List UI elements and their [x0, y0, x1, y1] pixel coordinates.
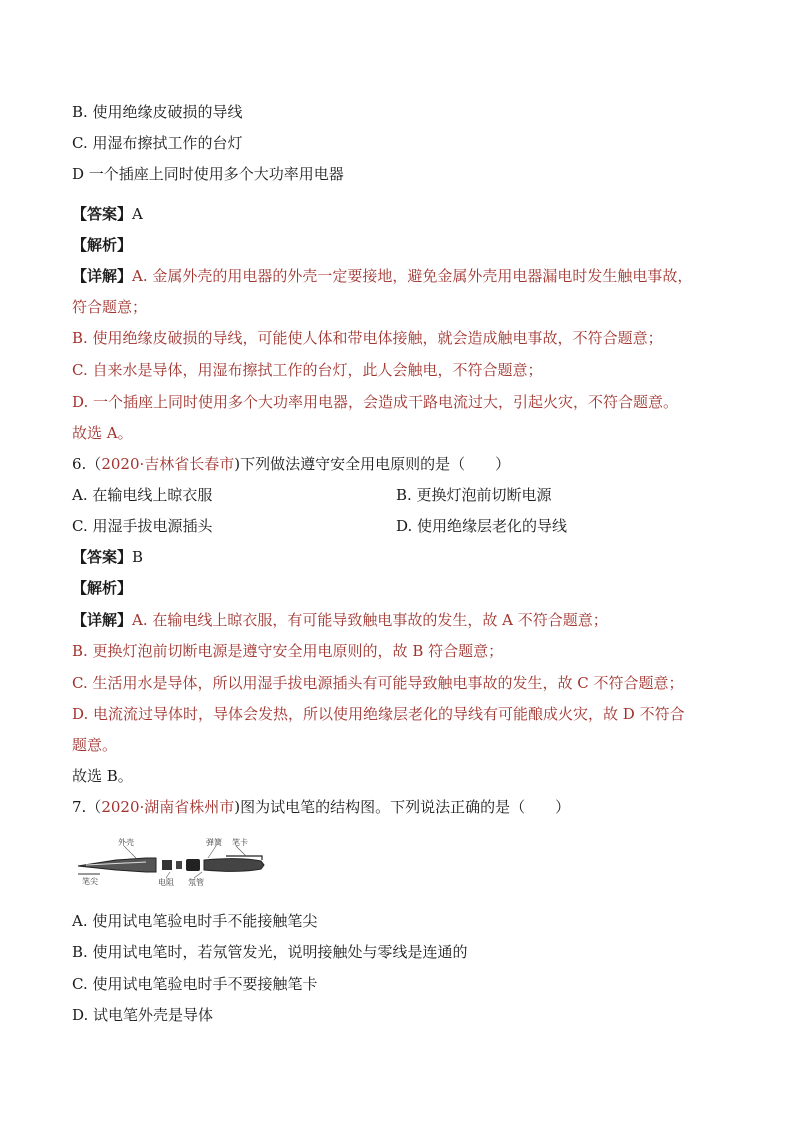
- q6-source: 2020·吉林省长春市: [101, 455, 235, 473]
- q6-option-c: C. 用湿手拔电源插头: [72, 517, 213, 535]
- q5-analysis-heading: 【解析】: [72, 236, 133, 254]
- answer-value: B: [132, 548, 144, 566]
- answer-tag: 【答案】: [72, 205, 133, 223]
- label-spring: 弹簧: [206, 838, 222, 847]
- test-pen-diagram: [76, 838, 286, 888]
- q7-stem: [72, 797, 570, 817]
- q5-detail-line-6: 故选 A。: [72, 424, 133, 442]
- test-pen-svg: [76, 838, 286, 888]
- q6-detail-line-3: C. 生活用水是导体，所以用湿手拔电源插头有可能导致触电事故的发生，故 C 不符合题意；: [72, 674, 684, 692]
- answer-value: A: [132, 205, 143, 223]
- detail-tag: 【详解】: [72, 267, 133, 285]
- q7-option-a: A. 使用试电笔验电时手不能接触笔尖: [72, 912, 318, 930]
- q6-option-b: B. 更换灯泡前切断电源: [396, 486, 552, 504]
- q6-detail-line-6: 故选 B。: [72, 767, 133, 785]
- q7-number: 7.（: [72, 798, 102, 816]
- label-clip: 笔卡: [232, 838, 248, 847]
- detail-text: A. 金属外壳的用电器的外壳一定要接地，避免金属外壳用电器漏电时发生触电事故，: [132, 267, 693, 285]
- q6-detail-line-2: B. 更换灯泡前切断电源是遵守安全用电原则的，故 B 符合题意；: [72, 642, 504, 660]
- q5-detail-line-1: [72, 266, 692, 286]
- q7-option-d: D. 试电笔外壳是导体: [72, 1006, 214, 1024]
- q5-answer: [72, 204, 143, 224]
- detail-tag: 【详解】: [72, 611, 133, 629]
- detail-text: A. 在输电线上晾衣服，有可能导致触电事故的发生，故 A 不符合题意；: [132, 611, 608, 629]
- label-neon: 氖管: [188, 878, 204, 887]
- q6-detail-line-1: [72, 610, 608, 630]
- q5-option-b: B. 使用绝缘皮破损的导线: [72, 103, 243, 121]
- q6-option-d: D. 使用绝缘层老化的导线: [396, 517, 568, 535]
- label-tip: 笔尖: [82, 877, 98, 886]
- q6-answer: [72, 547, 143, 567]
- q5-detail-line-2: 符合题意；: [72, 298, 148, 316]
- q7-source: 2020·湖南省株州市: [101, 798, 235, 816]
- q7-option-b: B. 使用试电笔时，若氖管发光，说明接触处与零线是连通的: [72, 943, 468, 961]
- q5-option-c: C. 用湿布擦拭工作的台灯: [72, 134, 243, 152]
- q6-stem: [72, 454, 510, 474]
- q6-detail-line-5: 题意。: [72, 736, 118, 754]
- q5-option-d: D 一个插座上同时使用多个大功率用电器: [72, 165, 344, 183]
- q6-number: 6.（: [72, 455, 102, 473]
- q6-question: )下列做法遵守安全用电原则的是（ ）: [234, 455, 511, 473]
- q6-detail-line-4: D. 电流流过导体时，导体会发热，所以使用绝缘层老化的导线有可能酿成火灾，故 D 不符合: [72, 705, 685, 723]
- label-resistor: 电阻: [158, 878, 174, 887]
- q5-detail-line-3: B. 使用绝缘皮破损的导线，可能使人体和带电体接触，就会造成触电事故，不符合题意；: [72, 329, 663, 347]
- q5-detail-line-5: D. 一个插座上同时使用多个大功率用电器，会造成干路电流过大，引起火灾，不符合题意。: [72, 393, 679, 411]
- q7-option-c: C. 使用试电笔验电时手不要接触笔卡: [72, 975, 318, 993]
- q6-option-a: A. 在输电线上晾衣服: [72, 486, 213, 504]
- answer-tag: 【答案】: [72, 548, 133, 566]
- q6-analysis-heading: 【解析】: [72, 579, 133, 597]
- q5-detail-line-4: C. 自来水是导体，用湿布擦拭工作的台灯，此人会触电，不符合题意；: [72, 361, 543, 379]
- label-shell: 外壳: [118, 838, 134, 847]
- q7-question: )图为试电笔的结构图。下列说法正确的是（ ）: [234, 798, 571, 816]
